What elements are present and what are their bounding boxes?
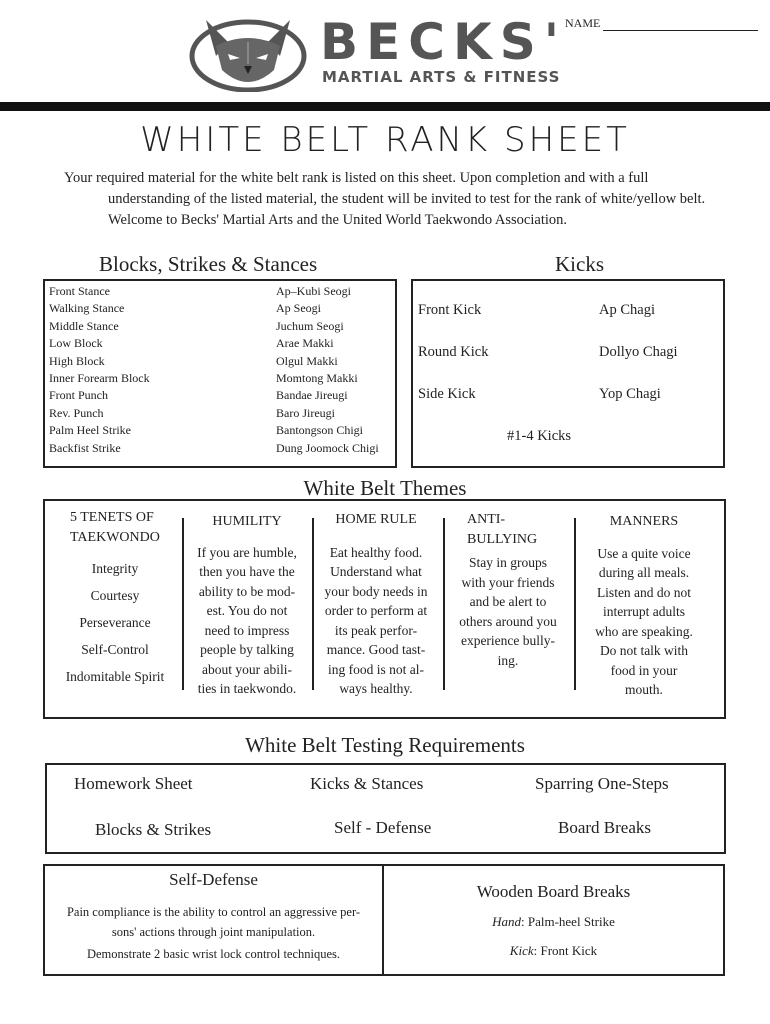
header-divider: [0, 102, 770, 111]
anti-bullying-line: ing.: [497, 652, 519, 668]
blocks-heading: Blocks, Strikes & Stances: [99, 252, 318, 276]
humility-line: If you are humble,: [197, 544, 297, 560]
list-item: Momtong Makki: [276, 371, 358, 386]
manners-title: MANNERS: [609, 514, 679, 529]
manners-line: who are speaking.: [595, 623, 693, 639]
anti-bullying-title: BULLYING: [467, 531, 538, 547]
manners-line: Do not talk with: [599, 643, 689, 658]
humility-title: HUMILITY: [212, 514, 282, 529]
kicks-note: #1-4 Kicks: [507, 428, 572, 444]
list-item: Rev. Punch: [49, 405, 104, 420]
home-rule-column: [316, 510, 436, 699]
list-item: Low Block: [49, 336, 103, 351]
wolf-logo-icon: [188, 12, 308, 92]
board-breaks-title: Wooden Board Breaks: [476, 882, 631, 901]
list-item: Arae Makki: [276, 336, 334, 351]
anti-bullying-line: Stay in groups: [468, 555, 547, 570]
humility-line: ties in taekwondo.: [197, 681, 297, 696]
list-item: Palm Heel Strike: [49, 423, 131, 438]
home-rule-line: order to perform at: [324, 603, 428, 618]
hand-label: Hand: [492, 914, 521, 929]
list-item: Ap Seogi: [276, 301, 321, 316]
humility-line: people by talking: [200, 642, 294, 657]
manners-line: during all meals.: [598, 565, 690, 580]
humility-line: est. You do not: [206, 603, 288, 618]
column-divider: [312, 518, 314, 690]
list-item: Olgul Makki: [276, 353, 338, 368]
kick-korean: Yop Chagi: [599, 386, 661, 402]
kick-korean: Ap Chagi: [599, 302, 655, 318]
list-item: Juchum Seogi: [276, 318, 344, 333]
intro-paragraph: [64, 168, 714, 231]
self-defense-line: Demonstrate 2 basic wrist lock control techniques.: [86, 947, 341, 961]
anti-bullying-line: with your friends: [461, 574, 555, 590]
column-divider: [443, 518, 445, 690]
tenets-column: [55, 508, 175, 690]
tenet-item: Indomitable Spirit: [65, 669, 165, 684]
list-item: Front Punch: [49, 388, 109, 403]
requirement-item: Homework Sheet: [74, 774, 193, 793]
home-rule-line: your body needs in: [324, 583, 428, 599]
self-defense-title: Self-Defense: [169, 870, 258, 889]
board-breaks-hand: [382, 914, 725, 930]
tenets-title: 5 TENETS OF: [70, 510, 154, 525]
list-item: Inner Forearm Block: [49, 371, 150, 386]
list-item: Bantongson Chigi: [276, 423, 364, 438]
hand-value: : Palm-heel Strike: [521, 914, 615, 929]
home-rule-line: Eat healthy food.: [329, 544, 423, 560]
humility-line: ability to be mod-: [198, 583, 296, 599]
brand-subtitle: MARTIAL ARTS & FITNESS: [322, 68, 561, 86]
manners-line: Listen and do not: [596, 584, 692, 600]
home-rule-line: Understand what: [330, 564, 422, 579]
requirement-item: Blocks & Strikes: [95, 820, 212, 839]
requirement-item: Board Breaks: [558, 818, 652, 837]
kick-label: Kick: [509, 943, 534, 958]
tenet-item: Courtesy: [90, 588, 140, 603]
kicks-heading: Kicks: [555, 252, 604, 276]
name-field[interactable]: [603, 30, 758, 31]
kick-english: Round Kick: [418, 344, 489, 360]
anti-bullying-column: [448, 510, 568, 670]
intro-text: Your required material for the white belt rank is listed on this sheet. Upon completion and with a full understanding of the listed material, the student will be invited to test for the rank of white/yellow belt. Welcome to Becks' Martial Arts and the United World Taekwondo Association.: [64, 170, 706, 228]
tenet-item: Integrity: [91, 561, 139, 576]
kick-english: Side Kick: [418, 386, 476, 402]
list-item: Walking Stance: [49, 301, 125, 316]
list-item: High Block: [49, 353, 105, 368]
column-divider: [182, 518, 184, 690]
manners-line: Use a quite voice: [597, 545, 691, 561]
manners-column: [582, 512, 706, 700]
requirement-item: Kicks & Stances: [310, 774, 424, 793]
list-item: Dung Joomock Chigi: [276, 440, 379, 455]
tenet-item: Perseverance: [79, 615, 151, 630]
name-label: NAME: [565, 16, 601, 30]
brand-name: BECKS': [320, 13, 568, 71]
column-divider: [574, 518, 576, 690]
kick-english: Front Kick: [418, 302, 482, 318]
page-title: WHITE BELT RANK SHEET: [140, 120, 630, 160]
kick-value: : Front Kick: [533, 943, 598, 958]
testing-heading: White Belt Testing Requirements: [245, 733, 525, 757]
manners-line: mouth.: [625, 682, 663, 697]
requirement-item: Sparring One-Steps: [535, 774, 669, 793]
tenet-item: Self-Control: [81, 642, 149, 657]
manners-line: interrupt adults: [602, 604, 686, 619]
humility-column: [188, 512, 306, 699]
self-defense-line: Pain compliance is the ability to control an aggressive per-: [66, 905, 361, 919]
home-rule-line: ways healthy.: [339, 681, 413, 696]
themes-heading: White Belt Themes: [303, 476, 467, 500]
home-rule-line: mance. Good tast-: [326, 642, 426, 657]
list-item: Baro Jireugi: [276, 405, 335, 420]
list-item: Backfist Strike: [49, 440, 121, 455]
kick-korean: Dollyo Chagi: [599, 344, 678, 360]
home-rule-line: its peak perfor-: [334, 622, 418, 638]
list-item: Front Stance: [49, 284, 110, 298]
humility-line: then you have the: [199, 564, 295, 579]
list-item: Ap–Kubi Seogi: [276, 284, 351, 298]
anti-bullying-title: ANTI-: [467, 512, 506, 527]
list-item: Bandae Jireugi: [276, 388, 348, 403]
list-item: Middle Stance: [49, 318, 119, 333]
anti-bullying-line: others around you: [459, 613, 557, 629]
self-defense-line: sons' actions through joint manipulation.: [111, 925, 316, 939]
humility-line: about your abili-: [202, 661, 292, 677]
humility-line: need to impress: [204, 622, 290, 638]
blocks-korean-list: [276, 283, 379, 457]
manners-line: food in your: [610, 662, 678, 678]
home-rule-title: HOME RULE: [335, 512, 417, 527]
board-breaks-kick: [382, 943, 725, 959]
requirement-item: Self - Defense: [334, 818, 432, 837]
home-rule-line: ing food is not al-: [328, 661, 424, 677]
anti-bullying-line: and be alert to: [469, 594, 547, 609]
self-defense-desc: [45, 902, 382, 942]
blocks-english-list: [49, 283, 150, 457]
anti-bullying-line: experience bully-: [460, 633, 556, 648]
tenets-title: TAEKWONDO: [70, 529, 160, 545]
